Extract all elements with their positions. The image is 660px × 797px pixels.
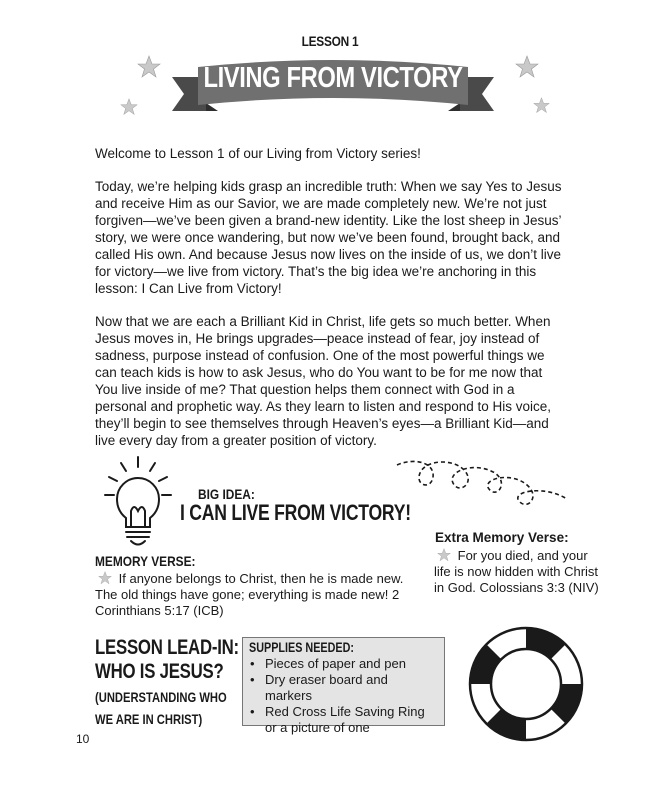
lead-in-subtitle-line-1: (UNDERSTANDING WHO	[95, 689, 227, 705]
supplies-list	[249, 656, 438, 736]
supplies-item: • Dry eraser board and markers	[249, 672, 438, 704]
intro-paragraph-1: Welcome to Lesson 1 of our Living from Victory series!	[95, 146, 421, 161]
star-icon	[533, 97, 550, 114]
star-icon	[515, 55, 539, 79]
big-idea-label: BIG IDEA:	[198, 486, 255, 502]
lead-in-subtitle	[95, 686, 227, 730]
star-icon	[95, 571, 115, 585]
supplies-item: • Pieces of paper and pen	[249, 656, 438, 672]
extra-memory-verse-body: For you died, and your life is now hidden with Christ in God. Colossians 3:3 (NIV)	[434, 548, 599, 595]
big-idea-text: I CAN LIVE FROM VICTORY!	[180, 500, 411, 525]
supplies-item: • Red Cross Life Saving Ring or a picture of one	[249, 704, 438, 736]
banner-title: LIVING FROM VICTORY	[203, 62, 463, 94]
memory-verse-body: If anyone belongs to Christ, then he is made new. The old things have gone; everything is made new! 2 Corinthians 5:17 (ICB)	[95, 571, 404, 618]
lead-in-title	[95, 636, 239, 684]
supplies-box	[242, 637, 445, 735]
lead-in-title-line-2: WHO IS JESUS?	[95, 660, 224, 683]
star-icon	[120, 98, 138, 116]
lead-in-subtitle-line-2: WE ARE IN CHRIST)	[95, 711, 203, 727]
intro-paragraph-2: Today, we’re helping kids grasp an incredible truth: When we say Yes to Jesus and receive Him as our Savior, we are made completely new. We’re not just forgiven—we’ve been given a brand-new identity. Like the lost sheep in Jesus’ story, we were once wandering, but now we’ve been found, brought back, and called His own. And because Jesus now lives on the inside of us, we don’t live for victory—we live from victory. That’s the big idea we’re anchoring in this lesson: I Can Live from Victory!	[95, 179, 562, 296]
intro-text	[95, 145, 565, 465]
supplies-label: SUPPLIES NEEDED:	[249, 640, 355, 655]
extra-memory-verse-text	[434, 548, 604, 596]
lightbulb-icon	[103, 455, 173, 550]
life-ring-icon	[467, 625, 585, 743]
star-icon	[434, 548, 454, 562]
intro-paragraph-3: Now that we are each a Brilliant Kid in Christ, life gets so much better. When Jesus moves in, He brings upgrades—peace instead of fear, joy instead of sadness, purpose instead of confusion. One of the most powerful things we can teach kids is how to ask Jesus, who do You want to be for me now that You live inside of me? That question helps them connect with God in a personal and prophetic way. As they learn to listen and respond to His voice, they’ll begin to see themselves through Heaven’s eyes—a Brilliant Kid—and live every day from a greater position of victory.	[95, 314, 552, 448]
lesson-label: LESSON 1	[301, 33, 359, 49]
lead-in-title-line-1: LESSON LEAD-IN:	[95, 636, 239, 659]
page-number: 10	[76, 732, 90, 746]
star-icon	[137, 55, 161, 79]
memory-verse-label: MEMORY VERSE:	[95, 553, 196, 569]
extra-memory-verse-label: Extra Memory Verse:	[435, 530, 569, 545]
memory-verse-text	[95, 571, 415, 619]
loop-doodle	[395, 455, 570, 515]
